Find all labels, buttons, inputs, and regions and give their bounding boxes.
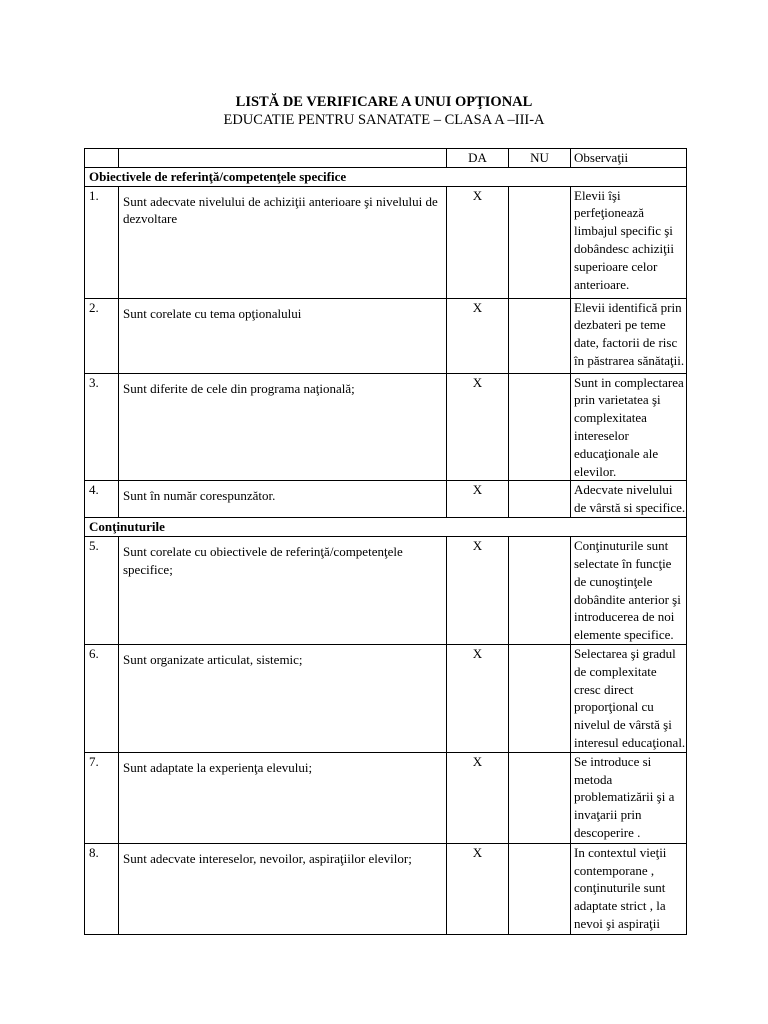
row-da: X xyxy=(447,752,509,843)
section-contents: Conţinuturile xyxy=(85,518,687,537)
header-observatii: Observaţii xyxy=(571,149,687,168)
row-criterion: Sunt corelate cu tema opţionalului xyxy=(119,298,447,373)
row-criterion: Sunt adaptate la experienţa elevului; xyxy=(119,752,447,843)
document-subtitle: EDUCATIE PENTRU SANATATE – CLASA A –III-A xyxy=(223,112,545,128)
section-objectives: Obiectivele de referinţă/competenţele specifice xyxy=(85,167,687,186)
row-nu xyxy=(509,537,571,645)
row-da: X xyxy=(447,481,509,518)
document-title: LISTĂ DE VERIFICARE A UNUI OPŢIONAL xyxy=(235,94,533,110)
row-nu xyxy=(509,843,571,934)
row-observatii: Selectarea şi gradul de complexitate cresc direct proporţional cu nivelul de vârstă şi interesul educaţional. xyxy=(571,644,687,752)
table-row xyxy=(85,373,687,481)
row-observatii: Se introduce si metoda problematizării şi a invaţarii prin descoperire . xyxy=(571,752,687,843)
table-header-row xyxy=(85,149,687,168)
section-row xyxy=(85,518,687,537)
header-da: DA xyxy=(447,149,509,168)
row-observatii: Adecvate nivelului de vârstă si specifice. xyxy=(571,481,687,518)
table-row xyxy=(85,537,687,645)
row-nu xyxy=(509,481,571,518)
header-nu: NU xyxy=(509,149,571,168)
row-observatii: Elevii identifică prin dezbateri pe teme date, factorii de risc în păstrarea sănătaţii. xyxy=(571,298,687,373)
row-observatii: Elevii îşi perfeţionează limbajul specific şi dobândesc achiziţii superioare celor anterioare. xyxy=(571,186,687,298)
row-observatii: In contextul vieţii contemporane , conţinuturile sunt adaptate strict , la nevoi şi aspiraţii xyxy=(571,843,687,934)
row-number: 1. xyxy=(85,186,119,298)
row-da: X xyxy=(447,537,509,645)
row-number: 2. xyxy=(85,298,119,373)
table-row xyxy=(85,481,687,518)
row-number: 3. xyxy=(85,373,119,481)
row-nu xyxy=(509,752,571,843)
row-criterion: Sunt diferite de cele din programa naţională; xyxy=(119,373,447,481)
row-number: 7. xyxy=(85,752,119,843)
header-empty-cell xyxy=(85,149,119,168)
row-number: 6. xyxy=(85,644,119,752)
row-number: 5. xyxy=(85,537,119,645)
row-da: X xyxy=(447,843,509,934)
row-number: 8. xyxy=(85,843,119,934)
row-nu xyxy=(509,298,571,373)
row-da: X xyxy=(447,298,509,373)
row-nu xyxy=(509,186,571,298)
table-row xyxy=(85,186,687,298)
row-observatii: Conţinuturile sunt selectate în funcţie de cunoştinţele dobândite anterior şi introducerea de noi elemente specifice. xyxy=(571,537,687,645)
row-da: X xyxy=(447,373,509,481)
table-row xyxy=(85,843,687,934)
table-row xyxy=(85,644,687,752)
section-row xyxy=(85,167,687,186)
row-nu xyxy=(509,644,571,752)
row-number: 4. xyxy=(85,481,119,518)
row-nu xyxy=(509,373,571,481)
row-observatii: Sunt in complectarea prin varietatea şi complexitatea intereselor educaţionale ale elevilor. xyxy=(571,373,687,481)
row-criterion: Sunt corelate cu obiectivele de referinţă/competenţele specifice; xyxy=(119,537,447,645)
row-criterion: Sunt în număr corespunzător. xyxy=(119,481,447,518)
row-criterion: Sunt adecvate nivelului de achiziţii anterioare şi nivelului de dezvoltare xyxy=(119,186,447,298)
checklist-table xyxy=(84,148,687,935)
table-row xyxy=(85,752,687,843)
header-empty-cell xyxy=(119,149,447,168)
row-criterion: Sunt adecvate intereselor, nevoilor, aspiraţiilor elevilor; xyxy=(119,843,447,934)
row-criterion: Sunt organizate articulat, sistemic; xyxy=(119,644,447,752)
row-da: X xyxy=(447,186,509,298)
row-da: X xyxy=(447,644,509,752)
table-row xyxy=(85,298,687,373)
